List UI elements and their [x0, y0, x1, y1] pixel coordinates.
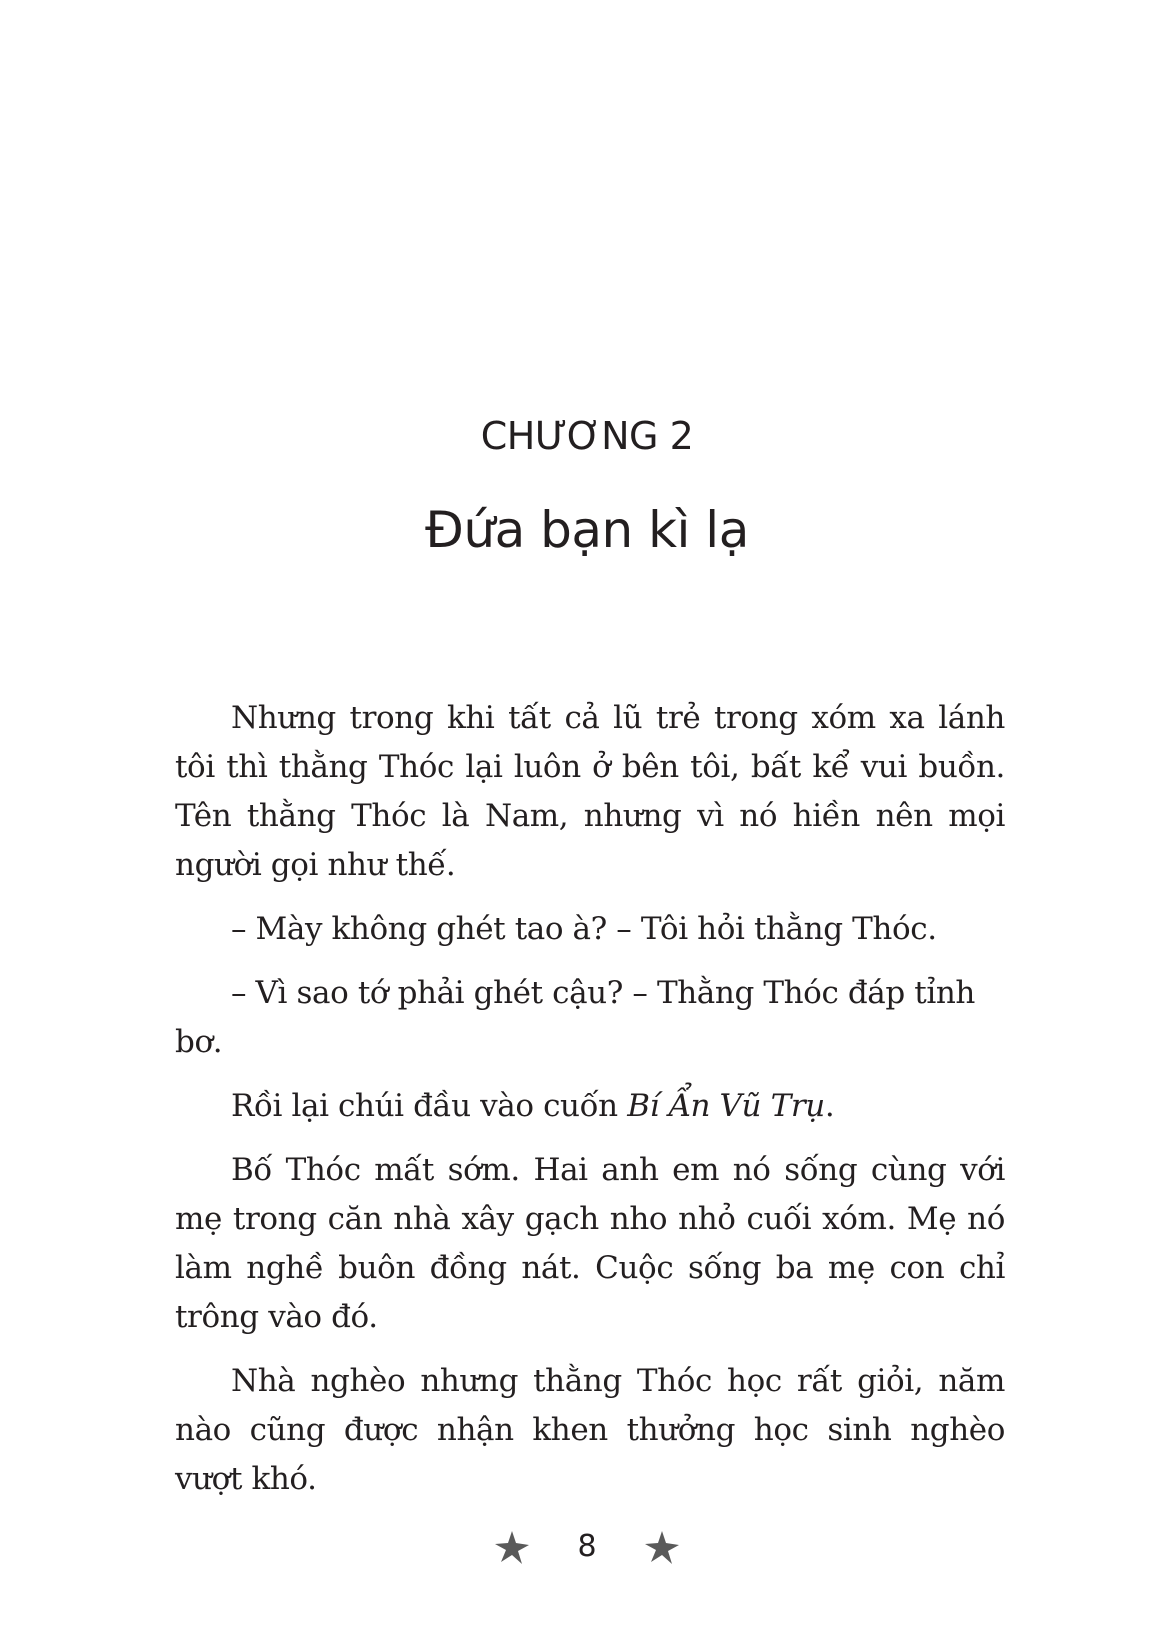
paragraph-6: Nhà nghèo nhưng thằng Thóc học rất giỏi, năm nào cũng được nhận khen thưởng học sinh nghèo vượt khó. — [175, 1363, 1005, 1497]
page-number: 8 — [577, 1529, 597, 1564]
paragraph-4-before: Rồi lại chúi đầu vào cuốn — [231, 1088, 628, 1124]
paragraph-dialogue-2: – Vì sao tớ phải ghét cậu? – Thằng Thóc đáp tỉnh bơ. — [175, 975, 975, 1060]
chapter-label: CHƯƠNG 2 — [480, 414, 694, 458]
paragraph-dialogue-1: – Mày không ghét tao à? – Tôi hỏi thằng Thóc. — [231, 911, 937, 947]
page-footer — [0, 1522, 1174, 1572]
star-icon — [642, 1527, 682, 1567]
chapter-title: Đứa bạn kì lạ — [425, 501, 749, 559]
paragraph-4 — [175, 1082, 1005, 1131]
book-title: Bí Ẩn Vũ Trụ — [627, 1088, 825, 1124]
paragraph-4-after: . — [824, 1088, 835, 1124]
star-icon — [492, 1527, 532, 1567]
body-text — [175, 694, 1005, 1519]
paragraph-1: Nhưng trong khi tất cả lũ trẻ trong xóm xa lánh tôi thì thằng Thóc lại luôn ở bên tôi, bất kể vui buồn. Tên thằng Thóc là Nam, nhưng vì nó hiền nên mọi người gọi như thế. — [175, 700, 1005, 883]
paragraph-5: Bố Thóc mất sớm. Hai anh em nó sống cùng với mẹ trong căn nhà xây gạch nho nhỏ cuối xóm. Mẹ nó làm nghề buôn đồng nát. Cuộc sống ba mẹ con chỉ trông vào đó. — [175, 1152, 1005, 1335]
